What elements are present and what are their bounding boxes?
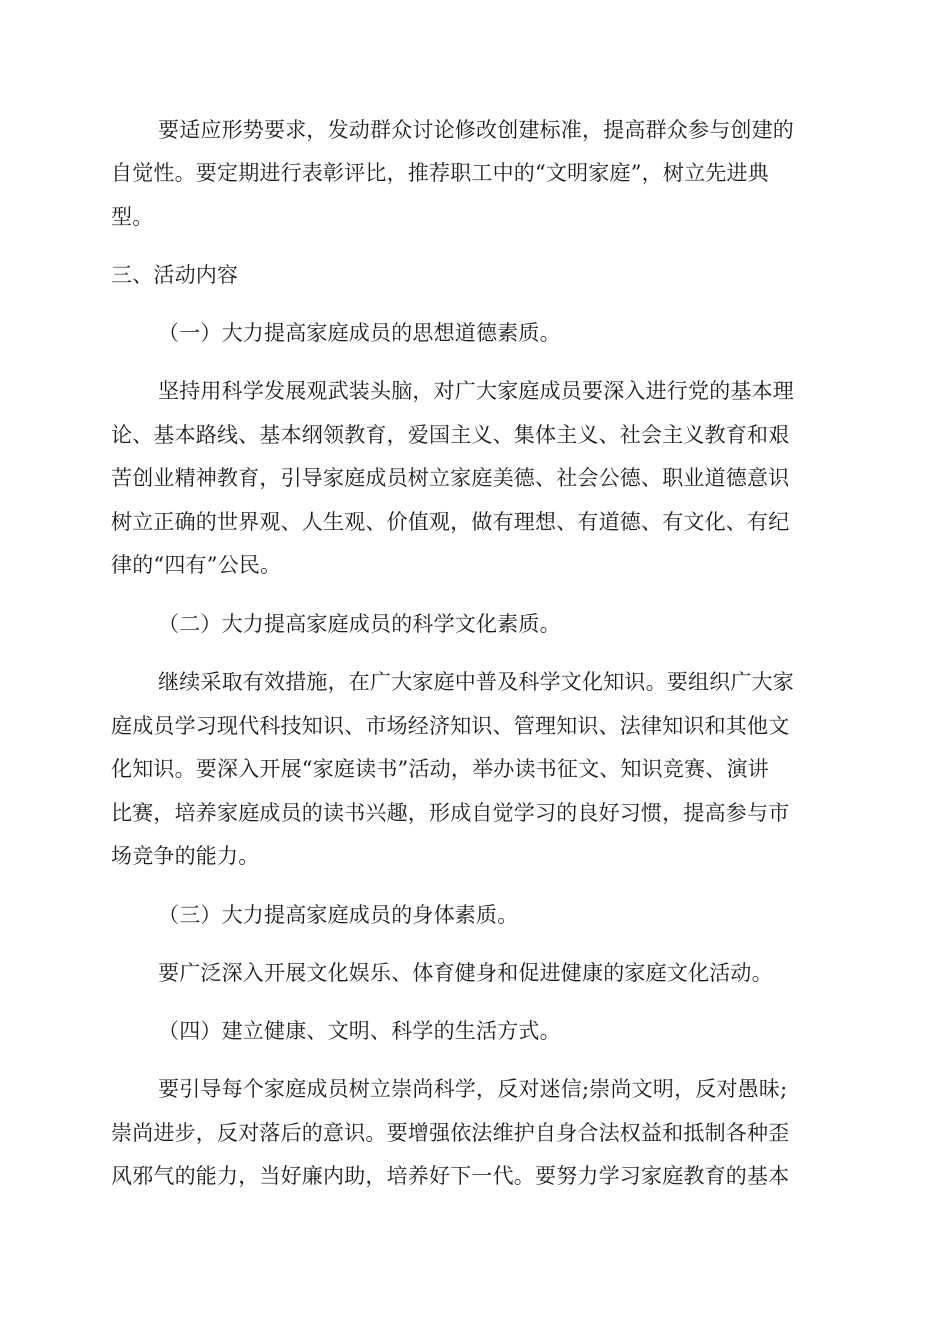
paragraph-line: 论、基本路线、基本纲领教育，爱国主义、集体主义、社会主义教育和艰 [111,423,790,447]
paragraph-line: 比赛，培养家庭成员的读书兴趣，形成自觉学习的良好习惯，提高参与市 [111,801,790,825]
paragraph-line: 要引导每个家庭成员树立崇尚科学，反对迷信;崇尚文明，反对愚昧; [158,1077,788,1101]
paragraph-line: 崇尚进步，反对落后的意识。要增强依法维护自身合法权益和抵制各种歪 [111,1121,790,1145]
paragraph-line: 要适应形势要求，发动群众讨论修改创建标准，提高群众参与创建的 [158,118,794,142]
subheading: （二）大力提高家庭成员的科学文化素质。 [158,612,561,636]
section-heading: 三、活动内容 [111,263,239,287]
paragraph-line: 场竞争的能力。 [111,844,260,868]
paragraph-line: 庭成员学习现代科技知识、市场经济知识、管理知识、法律知识和其他文 [111,714,790,738]
subheading: （三）大力提高家庭成员的身体素质。 [158,903,519,927]
paragraph-line: 苦创业精神教育，引导家庭成员树立家庭美德、社会公德、职业道德意识 [111,466,790,490]
paragraph-line: 化知识。要深入开展“家庭读书”活动，举办读书征文、知识竞赛、演讲 [111,757,769,781]
paragraph-line: 树立正确的世界观、人生观、价值观，做有理想、有道德、有文化、有纪 [111,510,790,534]
paragraph-line: 律的“四有”公民。 [111,553,282,577]
paragraph-line: 要广泛深入开展文化娱乐、体育健身和促进健康的家庭文化活动。 [158,961,773,985]
paragraph-line: 型。 [111,205,154,229]
paragraph-line: 继续采取有效措施，在广大家庭中普及科学文化知识。要组织广大家 [158,670,794,694]
paragraph-line: 风邪气的能力，当好廉内助，培养好下一代。要努力学习家庭教育的基本 [111,1164,790,1188]
subheading: （四）建立健康、文明、科学的生活方式。 [158,1019,561,1043]
paragraph-line: 坚持用科学发展观武装头脑，对广大家庭成员要深入进行党的基本理 [158,379,794,403]
subheading: （一）大力提高家庭成员的思想道德素质。 [158,321,561,345]
paragraph-line: 自觉性。要定期进行表彰评比，推荐职工中的“文明家庭”，树立先进典 [111,161,769,185]
